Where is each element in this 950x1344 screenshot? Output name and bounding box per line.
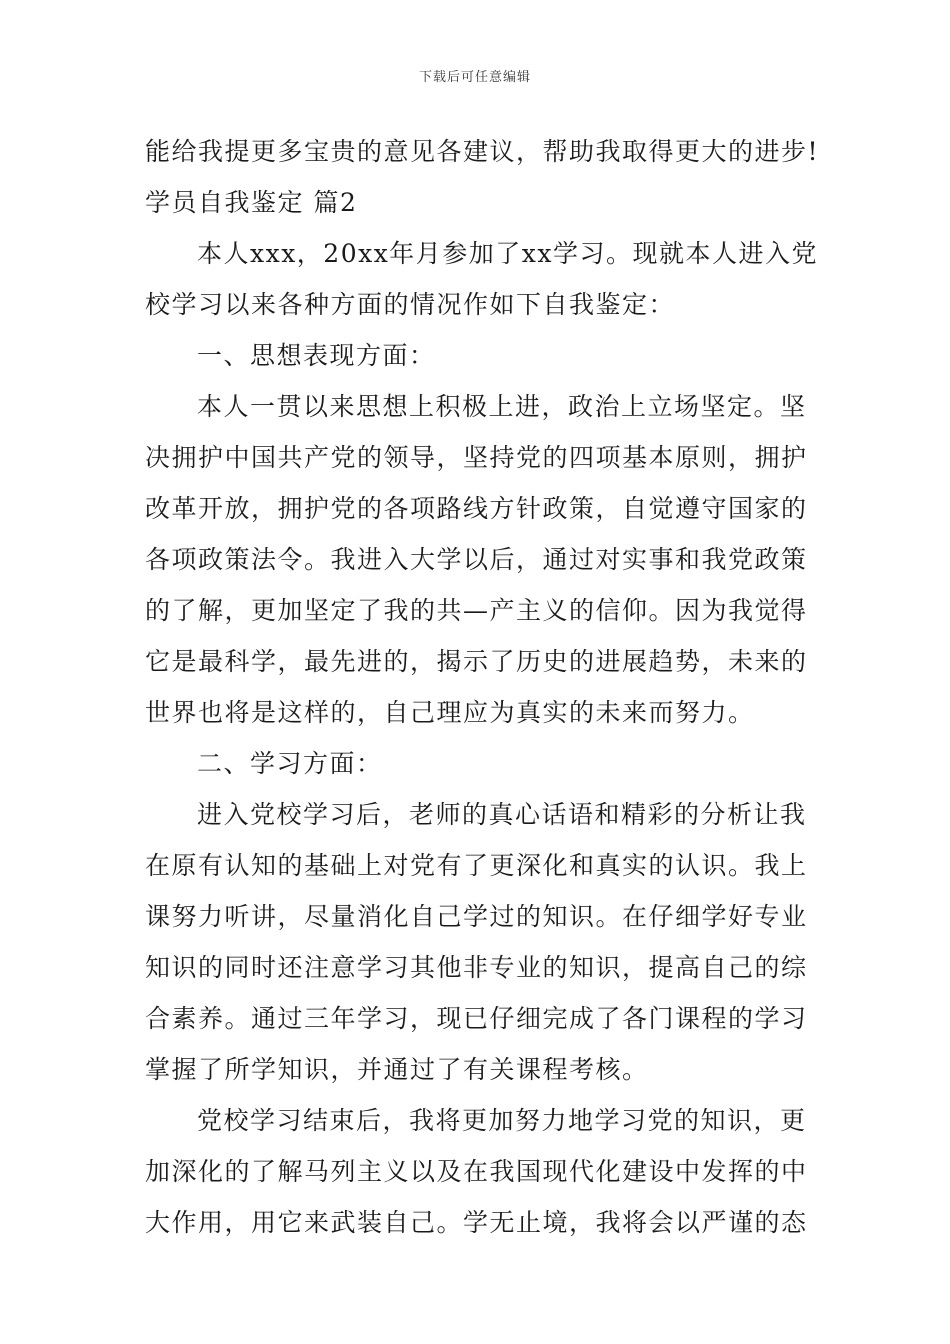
subsection-heading: 一、思想表现方面： [197,341,436,370]
paragraph-line: 各项政策法令。我进入大学以后，通过对实事和我党政策 [145,545,808,574]
paragraph-line: 它是最科学，最先进的，揭示了历史的进展趋势，未来的 [145,647,808,676]
section-title: 学员自我鉴定 篇2 [145,188,358,217]
paragraph-line: 决拥护中国共产党的领导，坚持党的四项基本原则，拥护 [145,443,808,472]
paragraph-line: 改革开放，拥护党的各项路线方针政策，自觉遵守国家的 [145,494,808,523]
paragraph-line: 的了解，更加坚定了我的共—产主义的信仰。因为我觉得 [145,596,808,625]
paragraph-line: 党校学习结束后，我将更加努力地学习党的知识，更 [197,1106,807,1135]
page-header: 下载后可任意编辑 [418,70,531,85]
paragraph-line: 课努力听讲，尽量消化自己学过的知识。在仔细学好专业 [145,902,808,931]
paragraph-line: 本人xxx，20xx年月参加了xx学习。现就本人进入党 [197,239,819,268]
paragraph-line: 本人一贯以来思想上积极上进，政治上立场坚定。坚 [197,392,807,421]
document-body [145,126,820,1248]
paragraph-line: 合素养。通过三年学习，现已仔细完成了各门课程的学习 [145,1004,808,1033]
paragraph-line: 知识的同时还注意学习其他非专业的知识，提高自己的综 [145,953,808,982]
paragraph-line: 进入党校学习后，老师的真心话语和精彩的分析让我 [197,800,807,829]
paragraph-line: 掌握了所学知识，并通过了有关课程考核。 [145,1055,649,1084]
paragraph-line: 在原有认知的基础上对党有了更深化和真实的认识。我上 [145,851,808,880]
paragraph-line: 大作用，用它来武装自己。学无止境，我将会以严谨的态 [145,1208,808,1237]
subsection-heading: 二、学习方面： [197,749,383,778]
paragraph-line: 世界也将是这样的，自己理应为真实的未来而努力。 [145,698,755,727]
paragraph-line: 加深化的了解马列主义以及在我国现代化建设中发挥的中 [145,1157,808,1186]
paragraph-line: 校学习以来各种方面的情况作如下自我鉴定： [145,290,676,319]
paragraph-line: 能给我提更多宝贵的意见各建议，帮助我取得更大的进步! [145,137,820,166]
